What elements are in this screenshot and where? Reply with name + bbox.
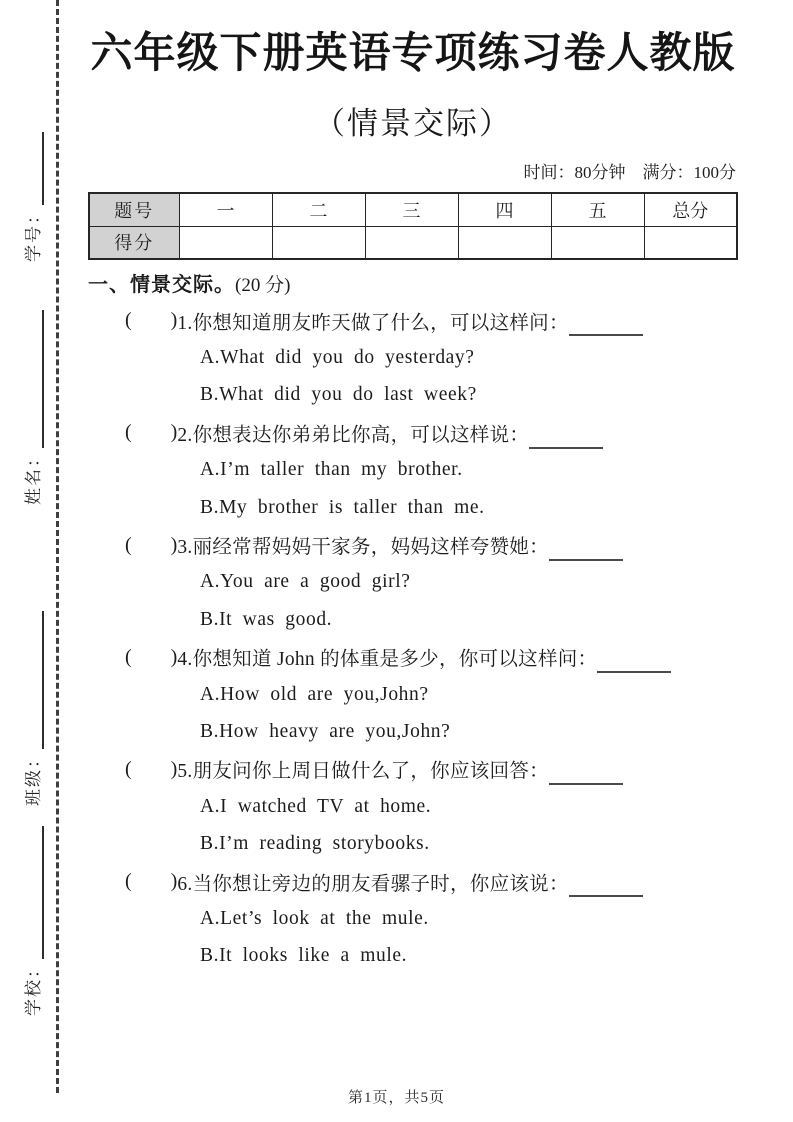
option-line <box>88 377 738 414</box>
score-table-col-3: 三 <box>365 193 458 226</box>
option-line <box>88 339 738 376</box>
answer-blank <box>597 653 671 673</box>
option-line <box>88 938 738 975</box>
answer-blank <box>569 316 643 336</box>
answer-paren-open: ( <box>125 757 132 780</box>
score-cell <box>179 226 272 259</box>
section-one-heading <box>88 273 738 298</box>
student-number-label: 学号： <box>24 205 43 262</box>
question-4-text: 4.你想知道 John 的体重是多少，你可以这样问： <box>177 649 598 671</box>
answer-blank <box>549 541 623 561</box>
time-and-full-score: 时间：80分钟 满分：100分 <box>523 163 736 182</box>
score-table-header-row <box>89 193 737 226</box>
option-line <box>88 452 738 489</box>
question-stem <box>88 302 738 339</box>
answer-blank <box>569 877 643 897</box>
question-list <box>88 302 738 975</box>
answer-paren-close: ) <box>170 421 178 444</box>
paper-subtitle: （情景交际） <box>314 106 512 141</box>
answer-paren-close: ) <box>170 870 178 893</box>
option-line <box>88 676 738 713</box>
question-1-option-b: B.What did you do last week? <box>200 384 477 406</box>
option-line <box>88 788 738 825</box>
student-number-blank <box>24 132 44 205</box>
question-4-option-a: A.How old are you,John? <box>200 683 429 705</box>
question-4-option-b: B.How heavy are you,John? <box>200 720 451 742</box>
score-table-col-1: 一 <box>179 193 272 226</box>
question-1-text: 1.你想知道朋友昨天做了什么，可以这样问： <box>177 312 569 334</box>
score-row-label: 得分 <box>89 226 179 259</box>
option-line <box>88 489 738 526</box>
section-one-title: 一、情景交际。 <box>88 274 235 296</box>
answer-paren-open: ( <box>125 533 132 556</box>
school-field <box>16 826 44 1016</box>
class-field <box>16 611 44 806</box>
score-cell <box>272 226 365 259</box>
question-stem <box>88 639 738 676</box>
school-blank <box>24 826 44 959</box>
answer-paren-close: ) <box>170 645 178 668</box>
score-table-header-label: 题号 <box>89 193 179 226</box>
question-5-option-b: B.I’m reading storybooks. <box>200 833 430 855</box>
name-label: 姓名： <box>24 448 43 505</box>
score-table-col-2: 二 <box>272 193 365 226</box>
score-table-col-4: 四 <box>458 193 551 226</box>
seal-dashed-line <box>56 0 59 1093</box>
score-table-col-total: 总分 <box>644 193 737 226</box>
option-line <box>88 825 738 862</box>
name-field <box>16 310 44 505</box>
answer-paren-open: ( <box>125 309 132 332</box>
option-line <box>88 601 738 638</box>
question-3-option-a: A.You are a good girl? <box>200 571 411 593</box>
answer-paren-close: ) <box>170 533 178 556</box>
answer-blank <box>549 765 623 785</box>
answer-paren-open: ( <box>125 645 132 668</box>
question-1-option-a: A.What did you do yesterday? <box>200 347 475 369</box>
question-stem <box>88 863 738 900</box>
question-2-option-a: A.I’m taller than my brother. <box>200 459 463 481</box>
question-5-text: 5.朋友问你上周日做什么了，你应该回答： <box>177 761 549 783</box>
answer-paren-open: ( <box>125 870 132 893</box>
section-one-points: (20 分) <box>235 275 291 296</box>
answer-paren-open: ( <box>125 421 132 444</box>
page-number: 第1页，共5页 <box>347 1090 445 1106</box>
question-5-option-a: A.I watched TV at home. <box>200 795 432 817</box>
student-number-field <box>16 132 44 262</box>
option-line <box>88 713 738 750</box>
score-cell <box>551 226 644 259</box>
answer-blank <box>529 429 603 449</box>
score-cell-total <box>644 226 737 259</box>
question-3-text: 3.丽经常帮妈妈干家务，妈妈这样夸赞她： <box>177 537 549 559</box>
score-table <box>88 192 738 260</box>
answer-paren-close: ) <box>170 309 178 332</box>
question-stem <box>88 526 738 563</box>
paper-title: 六年级下册英语专项练习卷人教版 <box>90 31 736 77</box>
exam-content <box>88 0 738 975</box>
option-line <box>88 900 738 937</box>
option-line <box>88 564 738 601</box>
question-stem <box>88 414 738 451</box>
question-6-text: 6.当你想让旁边的朋友看骡子时，你应该说： <box>177 873 569 895</box>
score-table-col-5: 五 <box>551 193 644 226</box>
question-stem <box>88 751 738 788</box>
class-blank <box>24 611 44 749</box>
school-label: 学校： <box>24 959 43 1016</box>
score-table-score-row <box>89 226 737 259</box>
score-cell <box>458 226 551 259</box>
question-2-text: 2.你想表达你弟弟比你高，可以这样说： <box>177 424 530 446</box>
class-label: 班级： <box>24 749 43 806</box>
question-6-option-b: B.It looks like a mule. <box>200 945 408 967</box>
answer-paren-close: ) <box>170 757 178 780</box>
question-2-option-b: B.My brother is taller than me. <box>200 496 485 518</box>
name-blank <box>24 310 44 448</box>
score-cell <box>365 226 458 259</box>
question-6-option-a: A.Let’s look at the mule. <box>200 907 429 929</box>
question-3-option-b: B.It was good. <box>200 608 333 630</box>
